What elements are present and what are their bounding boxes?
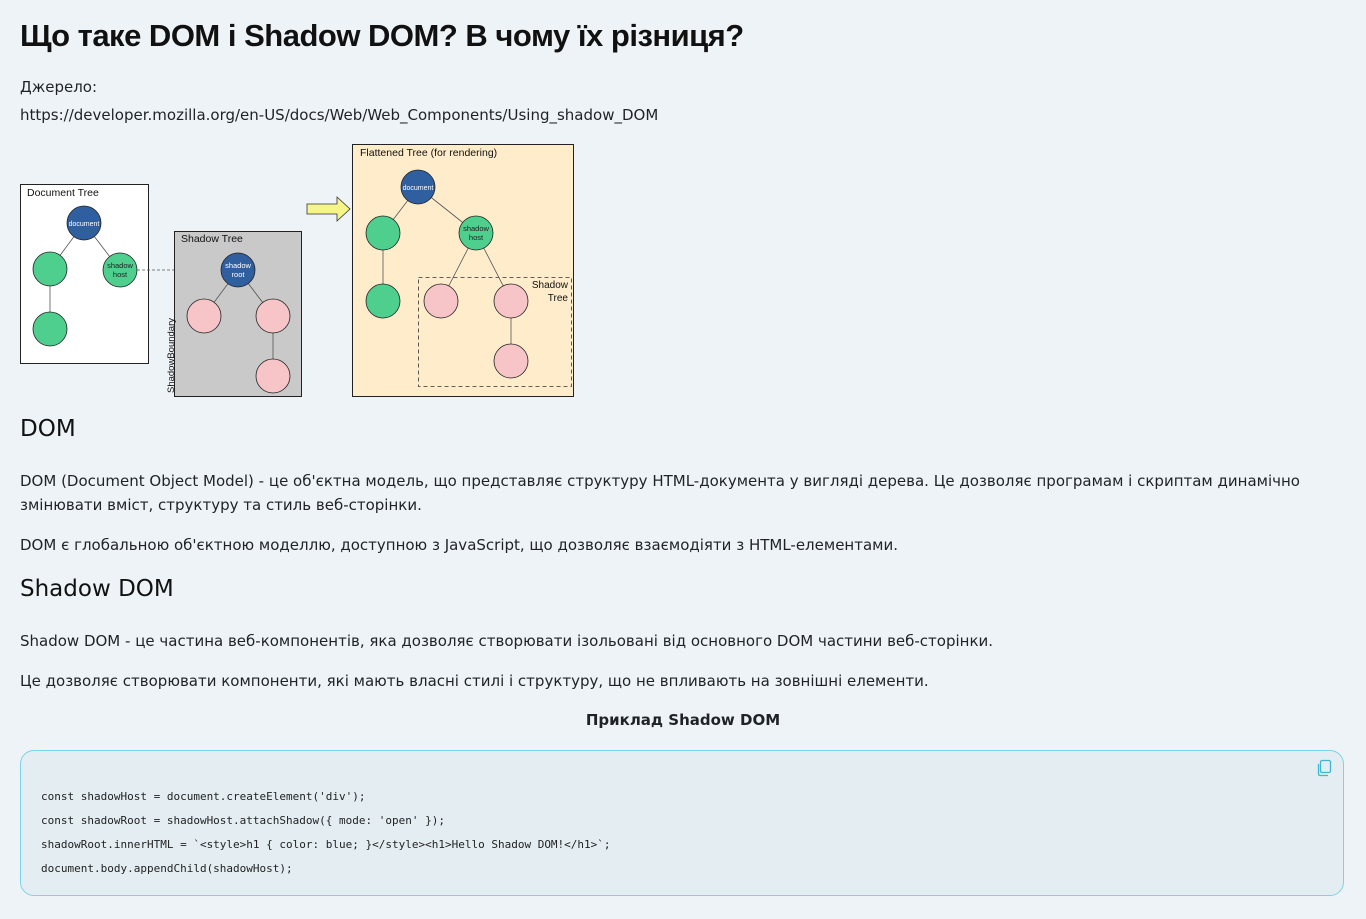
code-line: shadowRoot.innerHTML = `<style>h1 { color: blue; }</style><h1>Hello Shadow DOM!</h1>`; — [41, 838, 611, 851]
shadow-tree-label: Shadow Tree — [181, 233, 243, 245]
dom-diagram — [20, 143, 580, 399]
svg-text:host: host — [112, 270, 128, 279]
svg-text:shadow: shadow — [107, 261, 133, 270]
shadow-element-node — [424, 284, 458, 318]
svg-text:shadow: shadow — [225, 261, 251, 270]
svg-text:document: document — [68, 221, 100, 228]
code-content — [41, 785, 611, 881]
svg-text:document: document — [402, 185, 434, 192]
element-node — [33, 312, 67, 346]
svg-text:host: host — [468, 233, 484, 242]
dom-paragraph-2: DOM є глобальною об'єктною моделлю, доступною з JavaScript, що дозволяє взаємодіяти з HTML-елементами. — [20, 536, 898, 554]
arrow-icon — [307, 197, 350, 221]
copy-icon[interactable] — [1315, 759, 1333, 777]
shadow-element-node — [187, 299, 221, 333]
element-node — [366, 284, 400, 318]
shadow-element-node — [256, 299, 290, 333]
example-caption: Приклад Shadow DOM — [585, 711, 781, 729]
dom-heading: DOM — [20, 416, 76, 442]
shadow-tree — [166, 232, 302, 397]
source-url: https://developer.mozilla.org/en-US/docs/Web/Web_Components/Using_shadow_DOM — [20, 106, 659, 124]
source-label: Джерело: — [20, 78, 98, 96]
element-node — [33, 252, 67, 286]
flattened-tree — [353, 145, 574, 397]
svg-text:Shadow: Shadow — [531, 280, 568, 291]
shadow-element-node — [494, 344, 528, 378]
svg-text:Tree: Tree — [547, 293, 568, 304]
shadow-dom-heading: Shadow DOM — [20, 576, 174, 602]
shadow-paragraph-2: Це дозволяє створювати компоненти, які мають власні стилі і структуру, що не впливають на зовнішні елементи. — [20, 672, 929, 690]
shadow-paragraph-1: Shadow DOM - це частина веб-компонентів, яка дозволяє створювати ізольовані від основного DOM частини веб-сторінки. — [20, 632, 994, 650]
code-line: const shadowHost = document.createElement('div'); — [41, 790, 366, 803]
document-tree-label: Document Tree — [27, 187, 99, 199]
code-block — [20, 750, 1344, 896]
flattened-tree-label: Flattened Tree (for rendering) — [360, 147, 498, 159]
code-line: const shadowRoot = shadowHost.attachShadow({ mode: 'open' }); — [41, 814, 445, 827]
shadow-boundary-label: ShadowBoundary — [166, 318, 177, 393]
dom-paragraph-1: DOM (Document Object Model) - це об'єктна модель, що представляє структуру HTML-документа у вигляді дерева. Це дозволяє програмам і скриптам динамічно змінювати вміст, структуру та стиль веб-сторінки. — [20, 472, 1300, 514]
document-tree — [21, 185, 149, 364]
code-line: document.body.appendChild(shadowHost); — [41, 862, 293, 875]
svg-text:shadow: shadow — [463, 224, 489, 233]
shadow-element-node — [256, 359, 290, 393]
svg-text:root: root — [231, 270, 245, 279]
page-title: Що таке DOM і Shadow DOM? В чому їх різниця? — [20, 18, 744, 53]
shadow-element-node — [494, 284, 528, 318]
element-node — [366, 216, 400, 250]
